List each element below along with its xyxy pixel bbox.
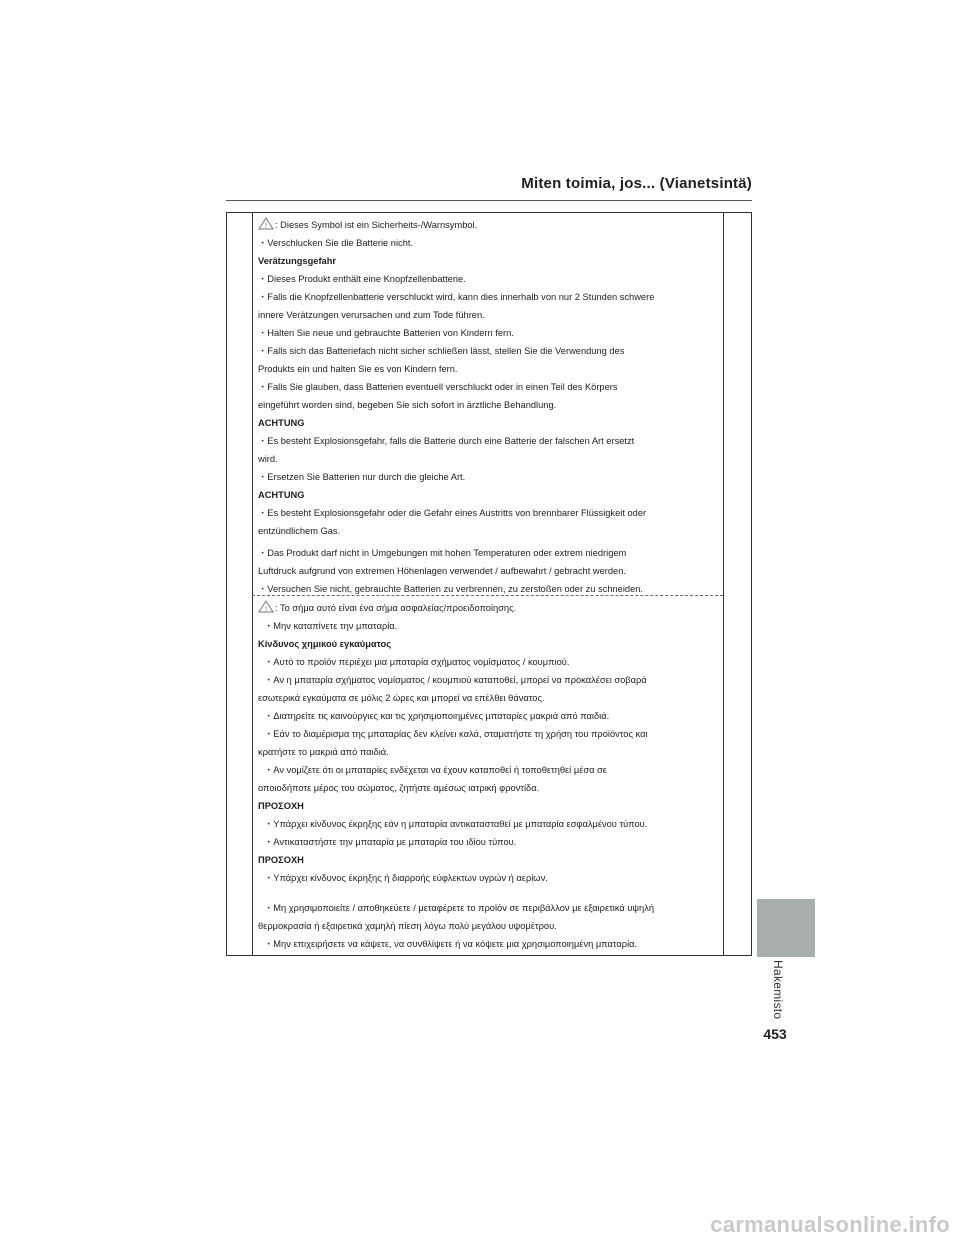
svg-text:!: ! bbox=[264, 605, 268, 613]
greek-symbol-line: ! : Το σήμα αυτό είναι ένα σήμα ασφαλείας/προειδοποίησης. bbox=[258, 599, 718, 617]
text-line: ・Verschlucken Sie die Batterie nicht. bbox=[258, 238, 414, 248]
text-line: ・Μη χρησιμοποιείτε / αποθηκεύετε / μεταφέρετε το προϊόν σε περιβάλλον με εξαιρετικά υψηλή bbox=[264, 903, 655, 913]
text-line: εσωτερικά εγκαύματα σε μόλις 2 ώρες και μπορεί να επέλθει θάνατος. bbox=[258, 693, 545, 703]
svg-text:!: ! bbox=[264, 222, 268, 230]
text-line: ・Das Produkt darf nicht in Umgebungen mit hohen Temperaturen oder extrem niedrigem bbox=[258, 548, 627, 558]
german-symbol-line: ! : Dieses Symbol ist ein Sicherheits-/Warnsymbol. bbox=[258, 216, 718, 234]
frame-left-border bbox=[252, 212, 253, 956]
section-tab-label: Hakemisto bbox=[771, 960, 785, 1020]
text-line: ・Μην επιχειρήσετε να κάψετε, να συνθλίψετε ή να κόψετε μια χρησιμοποιημένη μπαταρία. bbox=[264, 939, 638, 949]
text-line: ・Es besteht Explosionsgefahr oder die Gefahr eines Austritts von brennbarer Flüssigkeit oder bbox=[258, 508, 647, 518]
watermark: carmanualsonline.info bbox=[710, 1212, 950, 1237]
text-line: eingeführt worden sind, begeben Sie sich sofort in ärztliche Behandlung. bbox=[258, 400, 557, 410]
text-line: Produkts ein und halten Sie es von Kindern fern. bbox=[258, 364, 458, 374]
text-line: ・Υπάρχει κίνδυνος έκρηξης ή διαρροής εύφλεκτων υγρών ή αερίων. bbox=[264, 873, 548, 883]
text-line: ・Ersetzen Sie Batterien nur durch die gleiche Art. bbox=[258, 472, 466, 482]
text-line: ・Εάν το διαμέρισμα της μπαταρίας δεν κλείνει καλά, σταματήστε τη χρήση του προϊόντος και bbox=[264, 729, 648, 739]
text-line: οποιοδήποτε μέρος του σώματος, ζητήστε αμέσως ιατρική φροντίδα. bbox=[258, 783, 540, 793]
section-heading: Κίνδυνος χημικού εγκαύματος bbox=[258, 639, 392, 649]
text-line: wird. bbox=[258, 454, 278, 464]
section-divider bbox=[252, 595, 723, 596]
text-line: κρατήστε το μακριά από παιδιά. bbox=[258, 747, 389, 757]
text-line: ・Versuchen Sie nicht, gebrauchte Batterien zu verbrennen, zu zerstoßen oder zu schneiden. bbox=[258, 584, 644, 594]
header-divider bbox=[226, 200, 752, 201]
text-line: ・Αυτό το προϊόν περιέχει μια μπαταρία σχήματος νομίσματος / κουμπιού. bbox=[264, 657, 570, 667]
section-tab bbox=[757, 899, 815, 957]
text-line: ・Falls Sie glauben, dass Batterien eventuell verschluckt oder in einen Teil des Körpers bbox=[258, 382, 618, 392]
text-line: ・Μην καταπίνετε την μπαταρία. bbox=[264, 621, 398, 631]
text-line: ・Διατηρείτε τις καινούργιες και τις χρησιμοποιημένες μπαταρίες μακριά από παιδιά. bbox=[264, 711, 610, 721]
text-line: innere Verätzungen verursachen und zum Tode führen. bbox=[258, 310, 485, 320]
german-warning-text bbox=[258, 216, 718, 598]
frame-right-border bbox=[723, 212, 724, 956]
page-title: Miten toimia, jos... (Vianetsintä) bbox=[521, 175, 752, 192]
section-heading: ACHTUNG bbox=[258, 418, 305, 428]
text-line: entzündlichem Gas. bbox=[258, 526, 341, 536]
text-line: ・Falls sich das Batteriefach nicht sicher schließen lässt, stellen Sie die Verwendung des bbox=[258, 346, 625, 356]
text-line: ・Αν η μπαταρία σχήματος νομίσματος / κουμπιού καταποθεί, μπορεί να προκαλέσει σοβαρά bbox=[264, 675, 647, 685]
section-heading: ΠΡΟΣΟΧΗ bbox=[258, 855, 304, 865]
text-line: ・Υπάρχει κίνδυνος έκρηξης εάν η μπαταρία αντικατασταθεί με μπαταρία εσφαλμένου τύπου. bbox=[264, 819, 648, 829]
section-heading: ΠΡΟΣΟΧΗ bbox=[258, 801, 304, 811]
text-line: ・Αν νομίζετε ότι οι μπαταρίες ενδέχεται να έχουν καταποθεί ή τοποθετηθεί μέσα σε bbox=[264, 765, 607, 775]
text-line: ・Falls die Knopfzellenbatterie verschluckt wird, kann dies innerhalb von nur 2 Stunden schwere bbox=[258, 292, 655, 302]
page-number: 453 bbox=[763, 1026, 787, 1042]
section-heading: Verätzungsgefahr bbox=[258, 256, 337, 266]
text-line: ・Es besteht Explosionsgefahr, falls die Batterie durch eine Batterie der falschen Art ersetzt bbox=[258, 436, 635, 446]
text-line: θερμοκρασία ή εξαιρετικά χαμηλή πίεση λόγω πολύ μεγάλου υψομέτρου. bbox=[258, 921, 557, 931]
greek-warning-text bbox=[258, 599, 718, 953]
text-line: ・Dieses Produkt enthält eine Knopfzellenbatterie. bbox=[258, 274, 466, 284]
text-line: ・Halten Sie neue und gebrauchte Batterien von Kindern fern. bbox=[258, 328, 514, 338]
section-heading: ACHTUNG bbox=[258, 490, 305, 500]
text-line: Luftdruck aufgrund von extremen Höhenlagen verwendet / aufbewahrt / gebracht werden. bbox=[258, 566, 626, 576]
text-line: ・Αντικαταστήστε την μπαταρία με μπαταρία του ιδίου τύπου. bbox=[264, 837, 517, 847]
